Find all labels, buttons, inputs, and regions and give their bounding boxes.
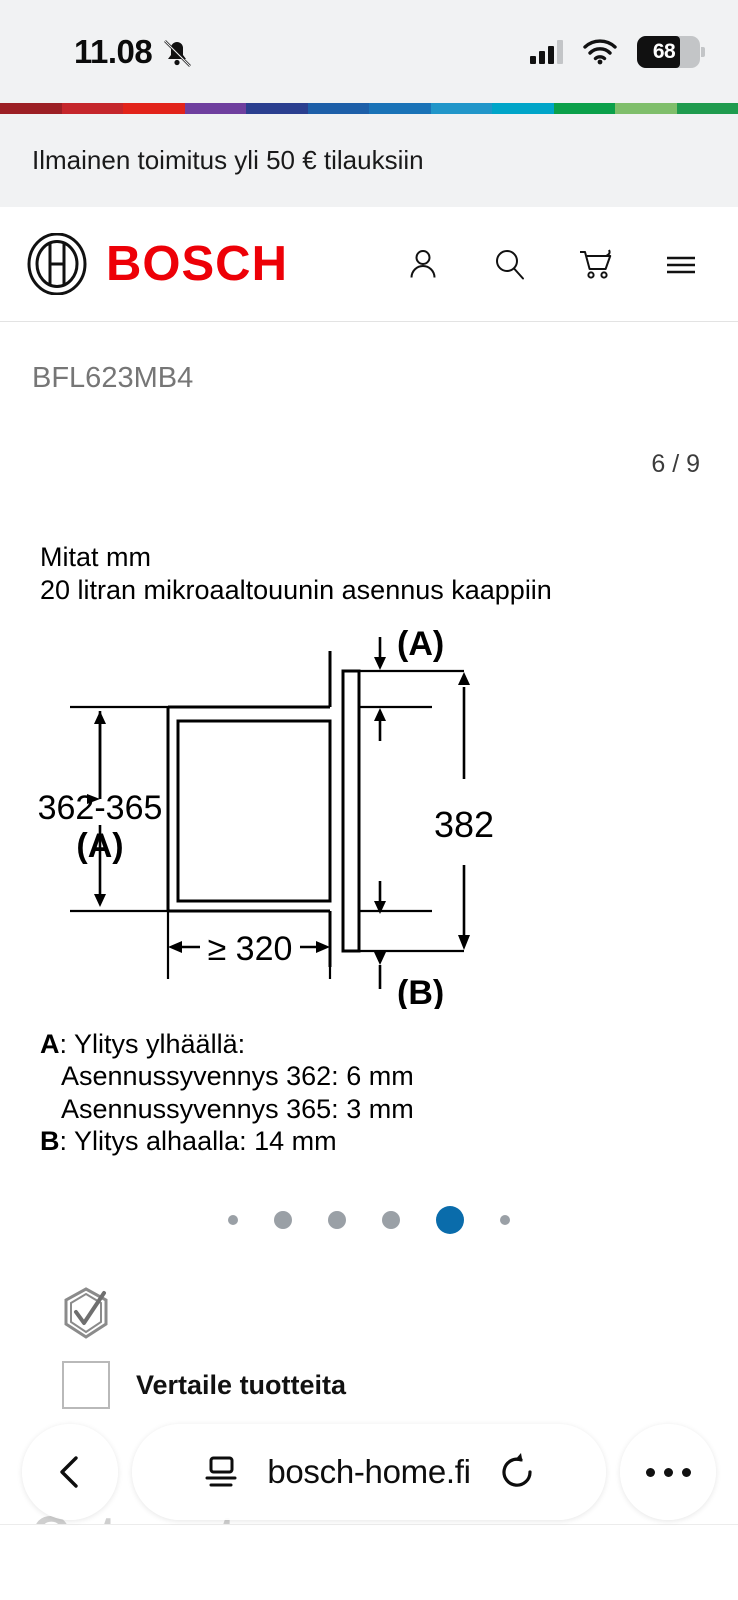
legend-text-a2: Asennussyvennys 362: 6 mm bbox=[61, 1061, 414, 1092]
status-bar bbox=[0, 0, 738, 103]
bell-mute-icon bbox=[162, 36, 192, 68]
promo-text: Ilmainen toimitus yli 50 € tilauksiin bbox=[32, 145, 424, 175]
brand-color-segment-2 bbox=[62, 103, 124, 114]
legend-text-a: : Ylitys ylhäällä: bbox=[59, 1028, 246, 1059]
brand-color-segment-8 bbox=[431, 103, 493, 114]
compare-products-row[interactable] bbox=[32, 1361, 706, 1409]
figure-legend bbox=[32, 1014, 706, 1158]
brand-color-bar bbox=[0, 103, 738, 114]
brand-color-segment-4 bbox=[185, 103, 247, 114]
promo-banner bbox=[0, 114, 738, 207]
carousel-dot-1[interactable] bbox=[228, 1215, 238, 1225]
dim-depth-value: ≥ 320 bbox=[207, 929, 293, 968]
figure-title-line1: Mitat mm bbox=[40, 542, 151, 572]
brand-color-segment-10 bbox=[554, 103, 616, 114]
wifi-icon bbox=[583, 39, 617, 65]
legend-text-a3: Asennussyvennys 365: 3 mm bbox=[61, 1093, 414, 1124]
product-content bbox=[0, 322, 738, 1409]
brand-color-segment-9 bbox=[492, 103, 554, 114]
bosch-emblem-icon bbox=[26, 233, 88, 295]
chevron-left-icon bbox=[50, 1452, 90, 1492]
status-bar-left bbox=[74, 33, 192, 71]
legend-key-a: A bbox=[40, 1028, 60, 1059]
battery-icon bbox=[637, 36, 700, 68]
carousel-dot-6[interactable] bbox=[500, 1215, 510, 1225]
dim-height-label: (A) bbox=[76, 826, 124, 865]
legend-row-a bbox=[40, 1028, 706, 1060]
battery-percent: 68 bbox=[652, 39, 676, 63]
browser-more-button[interactable] bbox=[620, 1424, 716, 1520]
gallery-pager: 6 / 9 bbox=[651, 450, 700, 478]
carousel-dots[interactable] bbox=[32, 1205, 706, 1235]
account-icon[interactable] bbox=[404, 245, 442, 283]
browser-url-text: bosch-home.fi bbox=[267, 1453, 471, 1490]
dim-height-value: 362-365 bbox=[37, 788, 163, 827]
browser-toolbar bbox=[0, 1420, 738, 1524]
brand-color-segment-7 bbox=[369, 103, 431, 114]
brand-color-segment-11 bbox=[615, 103, 677, 114]
dimension-diagram-svg bbox=[32, 629, 706, 1009]
browser-bottom-fill bbox=[0, 1524, 738, 1600]
legend-row-a3 bbox=[40, 1093, 706, 1125]
browser-back-button[interactable] bbox=[22, 1424, 118, 1520]
carousel-dot-4[interactable] bbox=[382, 1211, 400, 1229]
signal-icon bbox=[530, 40, 563, 64]
trusted-shop-check-icon bbox=[32, 1287, 706, 1339]
legend-row-b bbox=[40, 1125, 706, 1157]
compare-label: Vertaile tuotteita bbox=[136, 1369, 347, 1400]
brand-color-segment-1 bbox=[0, 103, 62, 114]
brand-color-segment-6 bbox=[308, 103, 370, 114]
header-icon-group bbox=[404, 245, 708, 283]
brand-color-segment-12 bbox=[677, 103, 738, 114]
product-sku: BFL623MB4 bbox=[32, 362, 194, 394]
bosch-wordmark: BOSCH bbox=[106, 236, 288, 291]
compare-checkbox[interactable] bbox=[62, 1361, 110, 1409]
figure-title bbox=[32, 479, 706, 607]
brand-color-segment-3 bbox=[123, 103, 185, 114]
status-time: 11.08 bbox=[74, 32, 153, 70]
dim-width-right-value: 382 bbox=[433, 803, 495, 845]
menu-icon[interactable] bbox=[662, 245, 700, 283]
browser-url-bar[interactable] bbox=[132, 1424, 606, 1520]
site-header bbox=[0, 207, 738, 322]
brand-color-segment-5 bbox=[246, 103, 308, 114]
reload-icon[interactable] bbox=[497, 1452, 537, 1492]
reader-mode-icon[interactable] bbox=[201, 1452, 241, 1492]
figure-title-line2: 20 litran mikroaaltouunin asennus kaappiin bbox=[40, 574, 552, 605]
legend-key-b: B bbox=[40, 1126, 60, 1157]
legend-text-b: : Ylitys alhaalla: 14 mm bbox=[59, 1126, 337, 1157]
cart-icon[interactable] bbox=[576, 245, 614, 283]
more-options-icon bbox=[646, 1468, 691, 1477]
label-a-top: (A) bbox=[397, 628, 445, 663]
carousel-dot-2[interactable] bbox=[274, 1211, 292, 1229]
legend-row-a2 bbox=[40, 1060, 706, 1092]
bosch-logo[interactable] bbox=[26, 233, 288, 295]
carousel-dot-3[interactable] bbox=[328, 1211, 346, 1229]
dimension-diagram[interactable] bbox=[32, 629, 706, 1014]
search-icon[interactable] bbox=[490, 245, 528, 283]
label-b-bottom: (B) bbox=[397, 973, 445, 1009]
carousel-dot-5-active[interactable] bbox=[436, 1206, 464, 1234]
status-bar-right bbox=[530, 36, 700, 68]
